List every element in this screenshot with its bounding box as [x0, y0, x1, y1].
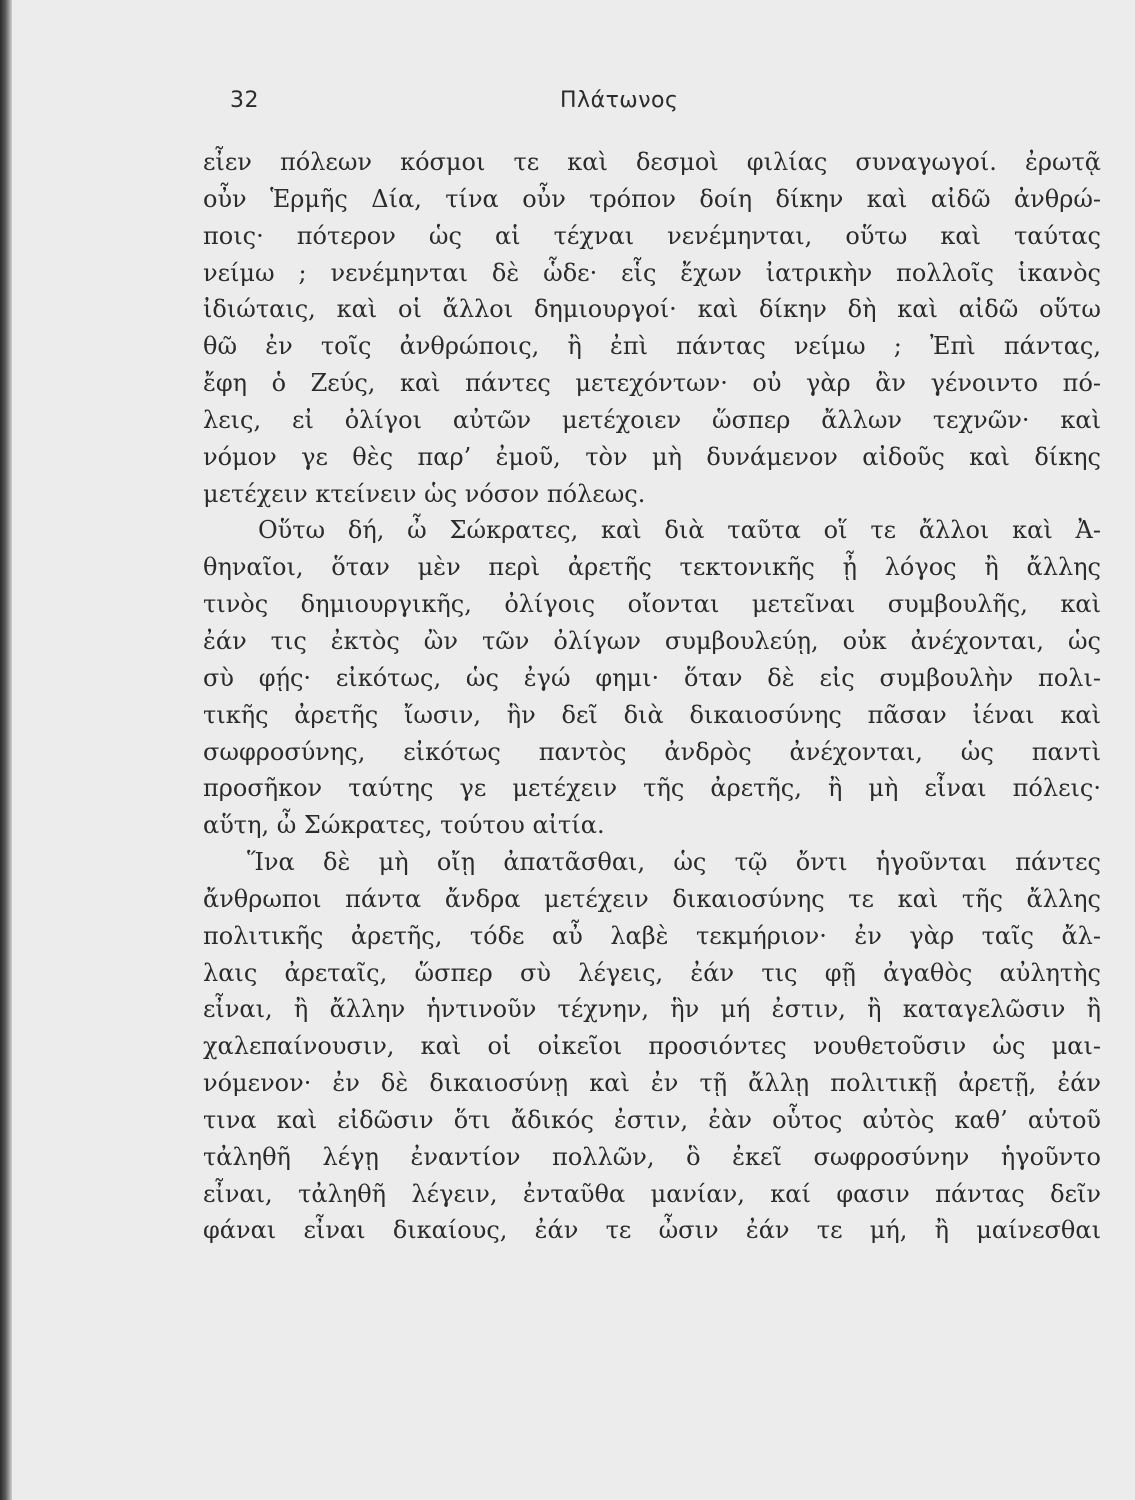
text-line: τινα καὶ εἰδῶσιν ὅτι ἄδικός ἐστιν, ἐὰν οὗτος αὐτὸς καθ’ αὑτοῦ — [203, 1105, 1101, 1134]
text-line: νόμενον· ἐν δὲ δικαιοσύνῃ καὶ ἐν τῇ ἄλλῃ πολιτικῇ ἀρετῇ, ἐάν — [203, 1069, 1101, 1098]
text-line: θηναῖοι, ὅταν μὲν περὶ ἀρετῆς τεκτονικῆς ᾖ λόγος ἢ ἄλλης — [203, 553, 1101, 582]
text-line: λαις ἀρεταῖς, ὥσπερ σὺ λέγεις, ἐάν τις φῇ ἀγαθὸς αὐλητὴς — [203, 958, 1101, 987]
text-line: ἐάν τις ἐκτὸς ὢν τῶν ὀλίγων συμβουλεύῃ, οὐκ ἀνέχονται, ὡς — [203, 626, 1101, 655]
paragraph-start-line: Ἵνα δὲ μὴ οἴῃ ἀπατᾶσθαι, ὡς τῷ ὄντι ἡγοῦνται πάντες — [247, 848, 1101, 877]
text-line: τικῆς ἀρετῆς ἴωσιν, ἣν δεῖ διὰ δικαιοσύνης πᾶσαν ἰέναι καὶ — [203, 700, 1101, 729]
text-line: χαλεπαίνουσιν, καὶ οἱ οἰκεῖοι προσιόντες νουθετοῦσιν ὡς μαι- — [203, 1032, 1101, 1061]
text-line: τινὸς δημιουργικῆς, ὀλίγοις οἴονται μετεῖναι συμβουλῆς, καὶ — [203, 590, 1101, 619]
scan-edge-shadow — [0, 0, 12, 1500]
text-line: εἶεν πόλεων κόσμοι τε καὶ δεσμοὶ φιλίας συναγωγοί. ἐρωτᾷ — [203, 148, 1101, 176]
page-header — [12, 88, 1135, 122]
text-line: σωφροσύνης, εἰκότως παντὸς ἀνδρὸς ἀνέχονται, ὡς παντὶ — [203, 737, 1101, 766]
text-line: ποις· πότερον ὡς αἱ τέχναι νενέμηνται, οὕτω καὶ ταύτας — [203, 221, 1101, 250]
running-title: Πλάτωνος — [560, 88, 679, 113]
text-line: εἶναι, τἀληθῆ λέγειν, ἐνταῦθα μανίαν, καί φασιν πάντας δεῖν — [203, 1179, 1101, 1208]
text-line: αὕτη, ὦ Σώκρατες, τούτου αἰτία. — [203, 811, 605, 840]
body-text — [203, 144, 1101, 1249]
text-line: πολιτικῆς ἀρετῆς, τόδε αὖ λαβὲ τεκμήριον· ἐν γὰρ ταῖς ἄλ- — [203, 921, 1101, 950]
text-line: νόμον γε θὲς παρ’ ἐμοῦ, τὸν μὴ δυνάμενον αἰδοῦς καὶ δίκης — [203, 442, 1101, 471]
text-line: οὖν Ἑρμῆς Δία, τίνα οὖν τρόπον δοίη δίκην καὶ αἰδῶ ἀνθρώ- — [203, 184, 1101, 213]
text-line: ἔφη ὁ Ζεύς, καὶ πάντες μετεχόντων· οὐ γὰρ ἂν γένοιντο πό- — [203, 369, 1101, 398]
text-line: εἶναι, ἢ ἄλλην ἡντινοῦν τέχνην, ἣν μή ἐστιν, ἢ καταγελῶσιν ἢ — [203, 995, 1101, 1024]
text-line: λεις, εἰ ὀλίγοι αὐτῶν μετέχοιεν ὥσπερ ἄλλων τεχνῶν· καὶ — [203, 405, 1101, 434]
text-line: νείμω ; νενέμηνται δὲ ὧδε· εἷς ἔχων ἰατρικὴν πολλοῖς ἱκανὸς — [203, 258, 1101, 287]
text-line: φάναι εἶναι δικαίους, ἐάν τε ὦσιν ἐάν τε μή, ἢ μαίνεσθαι — [203, 1216, 1101, 1245]
book-page — [12, 0, 1135, 1500]
text-line: σὺ φῄς· εἰκότως, ὡς ἐγώ φημι· ὅταν δὲ εἰς συμβουλὴν πολι- — [203, 663, 1101, 692]
text-line: ἄνθρωποι πάντα ἄνδρα μετέχειν δικαιοσύνης τε καὶ τῆς ἄλλης — [203, 884, 1101, 913]
paragraph-start-line: Οὕτω δή, ὦ Σώκρατες, καὶ διὰ ταῦτα οἵ τε ἄλλοι καὶ Ἀ- — [258, 516, 1101, 545]
text-line: μετέχειν κτείνειν ὡς νόσον πόλεως. — [203, 479, 646, 508]
text-line: προσῆκον ταύτης γε μετέχειν τῆς ἀρετῆς, ἢ μὴ εἶναι πόλεις· — [203, 774, 1101, 803]
page-number: 32 — [230, 88, 259, 113]
text-line: τἀληθῆ λέγῃ ἐναντίον πολλῶν, ὃ ἐκεῖ σωφροσύνην ἡγοῦντο — [203, 1142, 1101, 1171]
text-line: θῶ ἐν τοῖς ἀνθρώποις, ἢ ἐπὶ πάντας νείμω ; Ἐπὶ πάντας, — [203, 332, 1101, 361]
text-line: ἰδιώταις, καὶ οἱ ἄλλοι δημιουργοί· καὶ δίκην δὴ καὶ αἰδῶ οὕτω — [203, 295, 1101, 324]
